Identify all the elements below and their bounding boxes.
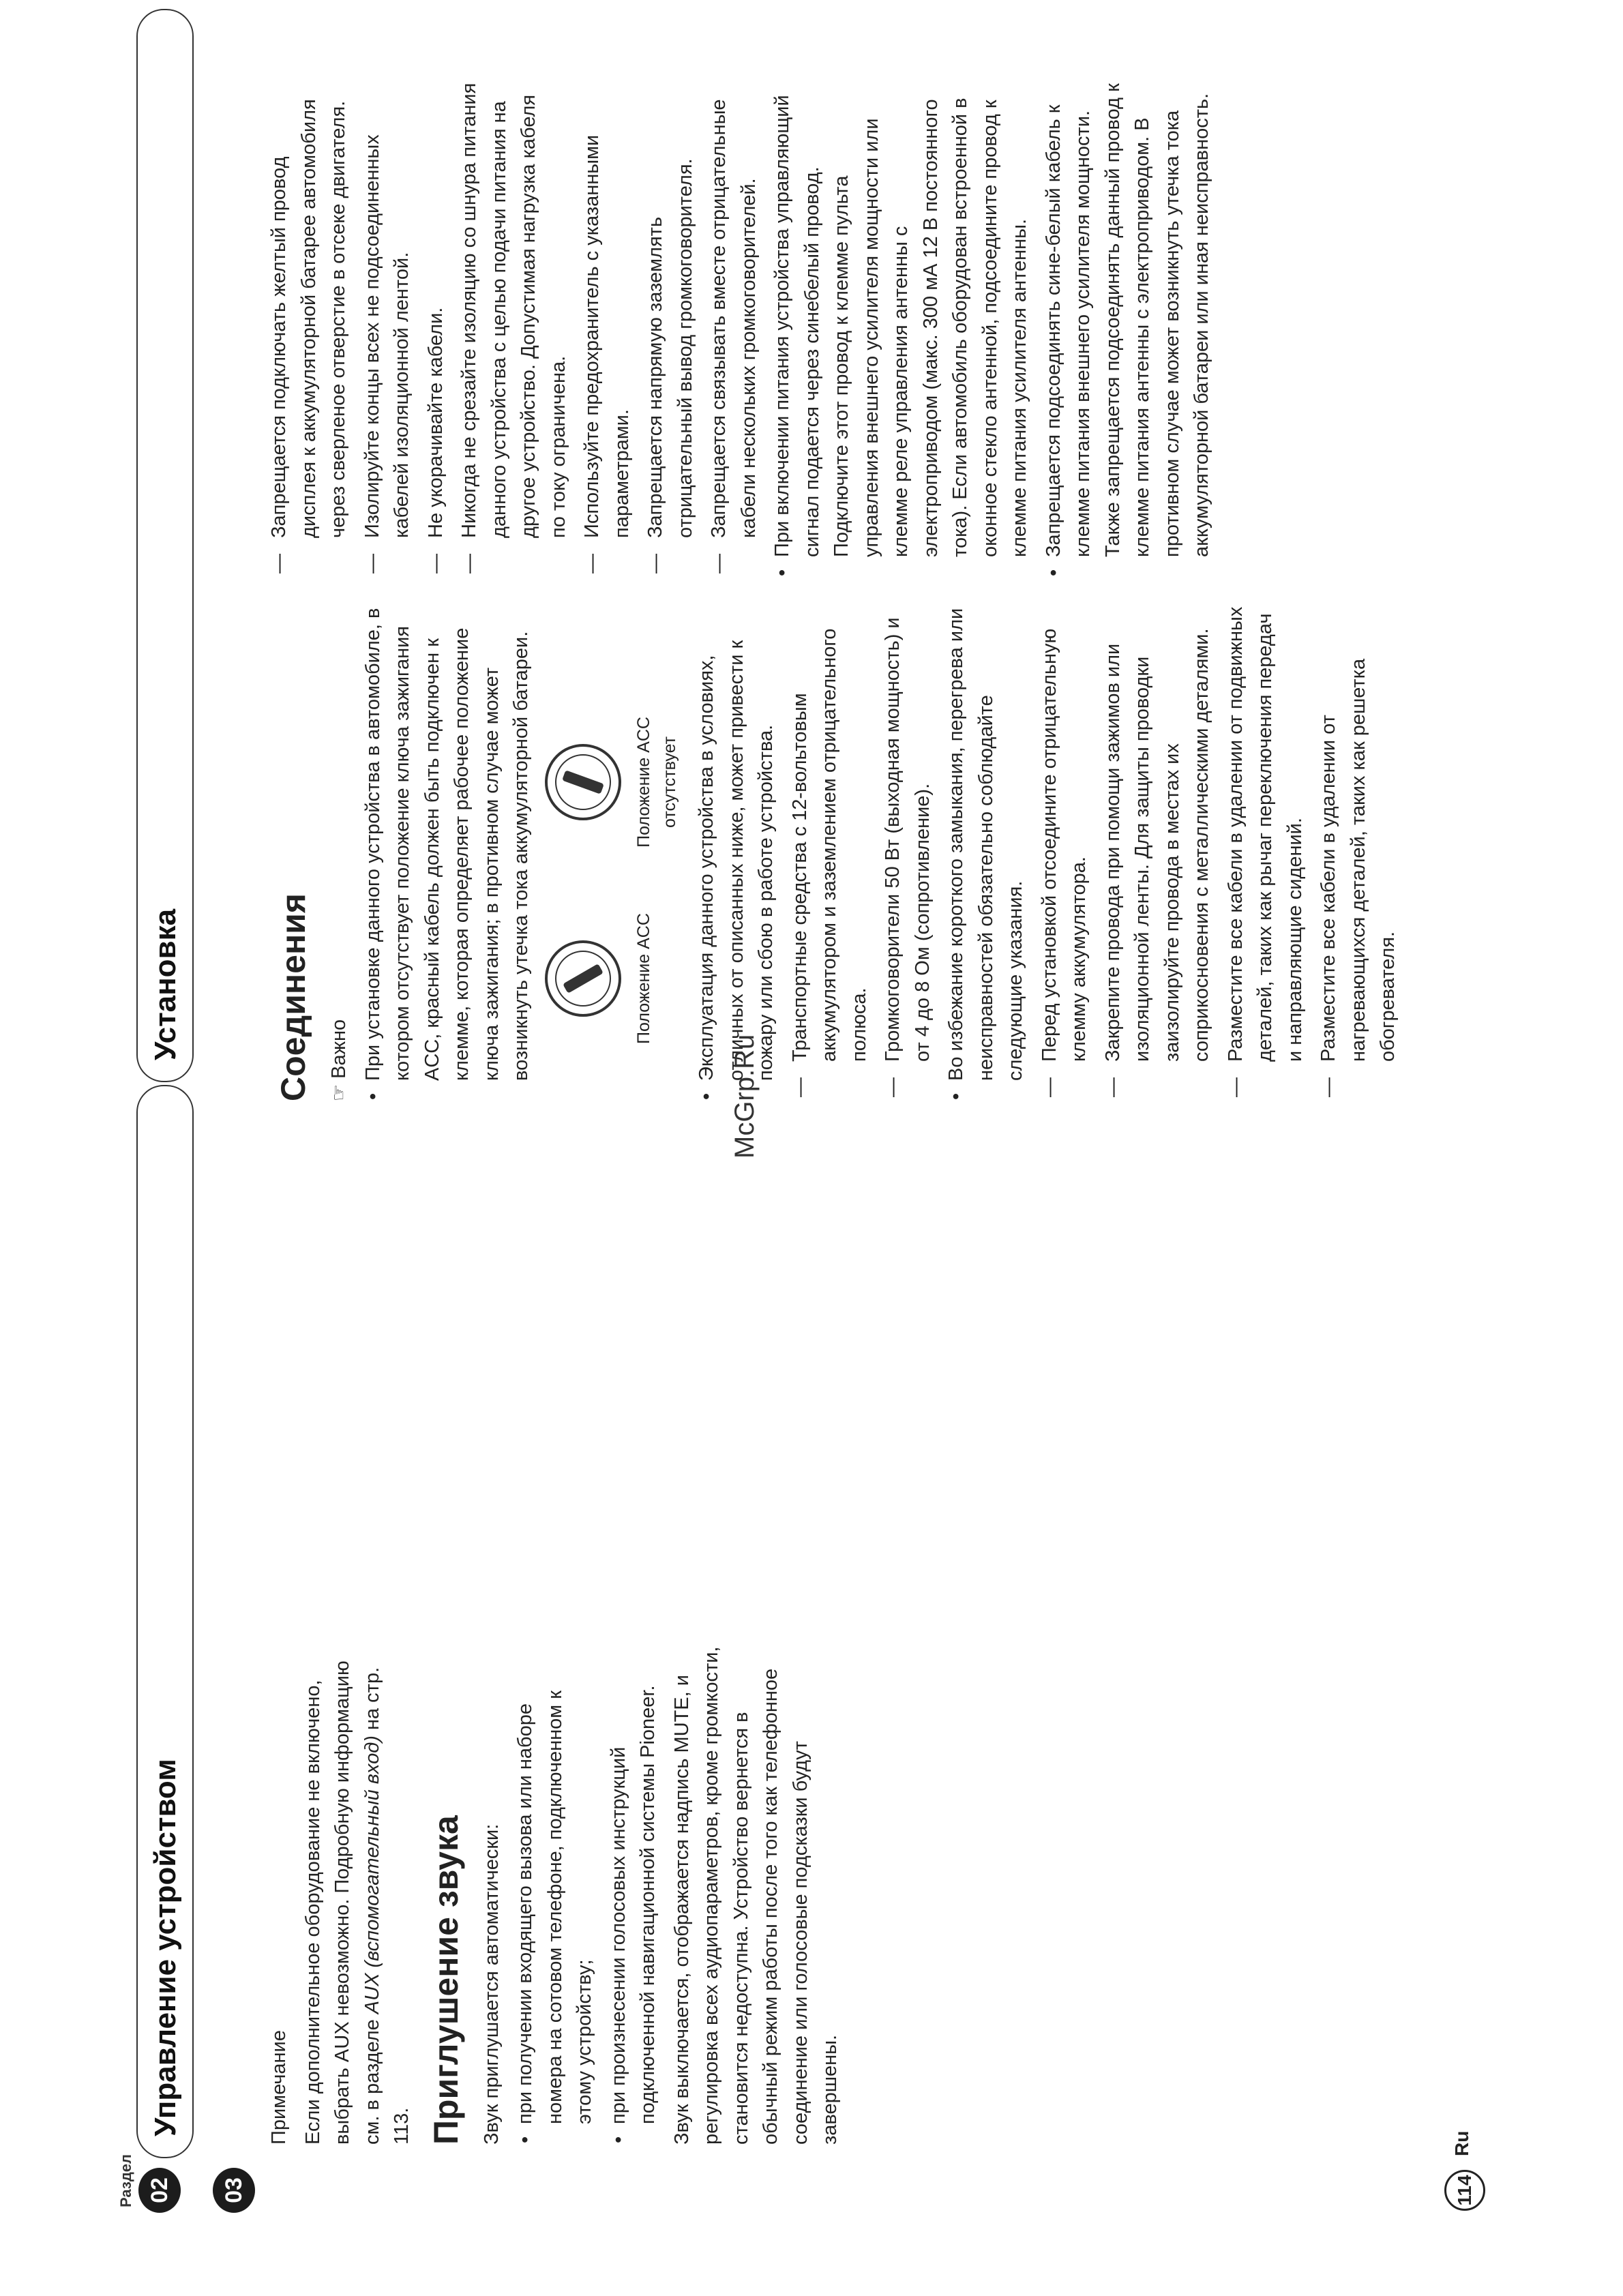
dash-item: — Изолируйте концы всех не подсоединенных кабелей изоляционной лентой. [358, 80, 417, 578]
subsection-number-badge: 03 [213, 2168, 255, 2213]
column-1 [265, 1633, 850, 2145]
note-text: Если дополнительное оборудование не включено, выбрать AUX невозможно. Подробную информацию см. в разделе AUX (вспомогательный вход) на стр. 113. [301, 1660, 413, 2145]
dash-item: — Запрещается напрямую заземлять отрицательный вывод громкоговорителя. [641, 80, 700, 578]
ignition-switch-icon [542, 938, 624, 1019]
heading-mute: Приглушение звука [426, 1815, 465, 2145]
dash-item: — Запрещается подключать желтый провод дисплея к аккумуляторной батарее автомобиля через сверленое отверстие в отсеке двигателя. [265, 80, 354, 578]
dash-item: — Транспортные средства с 12-вольтовым аккумулятором и заземлением отрицательного полюса. [786, 603, 875, 1101]
column-2 [265, 603, 1408, 1101]
ignition-no-acc: Положение ACC отсутствует [542, 700, 683, 864]
section-title: Управление устройством [149, 1759, 182, 2136]
dash-item: — Разместите все кабели в удалении от подвижных деталей, таких как рычаг переключения передач и направляющие сидений. [1221, 603, 1311, 1101]
ignition-acc: Положение ACC [542, 897, 657, 1060]
dash-item: — Громкоговорители 50 Вт (выходная мощность) и от 4 до 8 Ом (сопротивление). [878, 603, 938, 1101]
mute-paragraph: Звук выключается, отображается надпись MUTE, и регулировка всех аудиопараметров, кроме громкости, становится недоступна. Устройство вернется в обычный режим работы после того как телефонное соединение или голосовые подсказки будут завершены. [670, 1646, 841, 2145]
dash-item: — Разместите все кабели в удалении от нагревающихся деталей, таких как решетка обогревателя. [1314, 603, 1403, 1101]
section-number-badge: 02 [138, 2168, 181, 2213]
page-number-badge: 114 [1444, 2170, 1485, 2211]
column-3 [265, 80, 1221, 578]
razdel-label: Раздел [117, 2154, 134, 2207]
list-item: • при получении входящего вызова или наборе номера на сотовом телефоне, подключенном к этому устройству; [511, 1633, 600, 2145]
important-label: ☞Важно [325, 603, 355, 1101]
heading-connections: Соединения [274, 893, 312, 1101]
note-label: Примечание [268, 2030, 290, 2145]
dash-item: — Перед установкой отсоедините отрицательную клемму аккумулятора. [1035, 603, 1095, 1101]
mute-intro: Звук приглушается автоматически: [480, 1823, 503, 2145]
dash-item: — Запрещается связывать вместе отрицательные кабели нескольких громкоговорителей. [704, 80, 764, 578]
chapter-title-pill [136, 9, 194, 1082]
list-item: • При включении питания устройства управляющий сигнал подается через синебелый провод. Подключите этот провод к клемме пульта управления внешнего усилителя мощности или клемме реле управления антенны с электроприводом (макс. 300 мА 12 В постоянного тока). Если автомобиль оборудован встроенной в оконное стекло антенной, подсоедините провод к клемме питания усилителя антенны. [768, 80, 1035, 578]
important-icon: ☞ [328, 1084, 349, 1101]
dash-item: — Используйте предохранитель с указанными параметрами. [578, 80, 637, 578]
dash-item: — Не укорачивайте кабели. [421, 80, 451, 578]
list-item: • Запрещается подсоединять сине-белый кабель к клемме питания внешнего усилителя мощности. Также запрещается подсоединять данный провод к клемме питания антенны с электроприводом. В противном случае может возникнуть утечка тока аккумуляторной батареи или иная неисправность. [1039, 80, 1217, 578]
section-title-pill [136, 1085, 194, 2158]
list-item: • При установке данного устройства в автомобиле, в котором отсутствует положение ключа зажигания ACC, красный кабель должен быть подключен к клемме, которая определяет рабочее положение ключа зажигания; в противном случае может возникнуть утечка тока аккумуляторной батареи. [359, 603, 537, 1101]
chapter-title: Установка [149, 908, 182, 1060]
dash-item: — Закрепите провода при помощи зажимов или изоляционной ленты. Для защиты проводки заизолируйте провода в местах их соприкосновения с металлическими деталями. [1099, 603, 1217, 1101]
dash-item: — Никогда не срезайте изоляцию со шнура питания данного устройства с целью подачи питания на другое устройство. Допустимая нагрузка кабеля по току ограничена. [455, 80, 574, 578]
list-item: • Во избежание короткого замыкания, перегрева или неисправностей обязательно соблюдайте следующие указания. [942, 603, 1031, 1101]
ignition-figure [542, 603, 683, 1101]
language-code: Ru [1451, 2130, 1472, 2156]
ignition-switch-icon [542, 741, 624, 823]
watermark: McGrp.Ru [730, 1034, 760, 1159]
list-item: • при произнесении голосовых инструкций подключенной навигационной системы Pioneer. [604, 1633, 664, 2145]
list-item: • Эксплуатация данного устройства в условиях, отличных от описанных ниже, может привести к пожару или сбою в работе устройства. [692, 603, 781, 1101]
